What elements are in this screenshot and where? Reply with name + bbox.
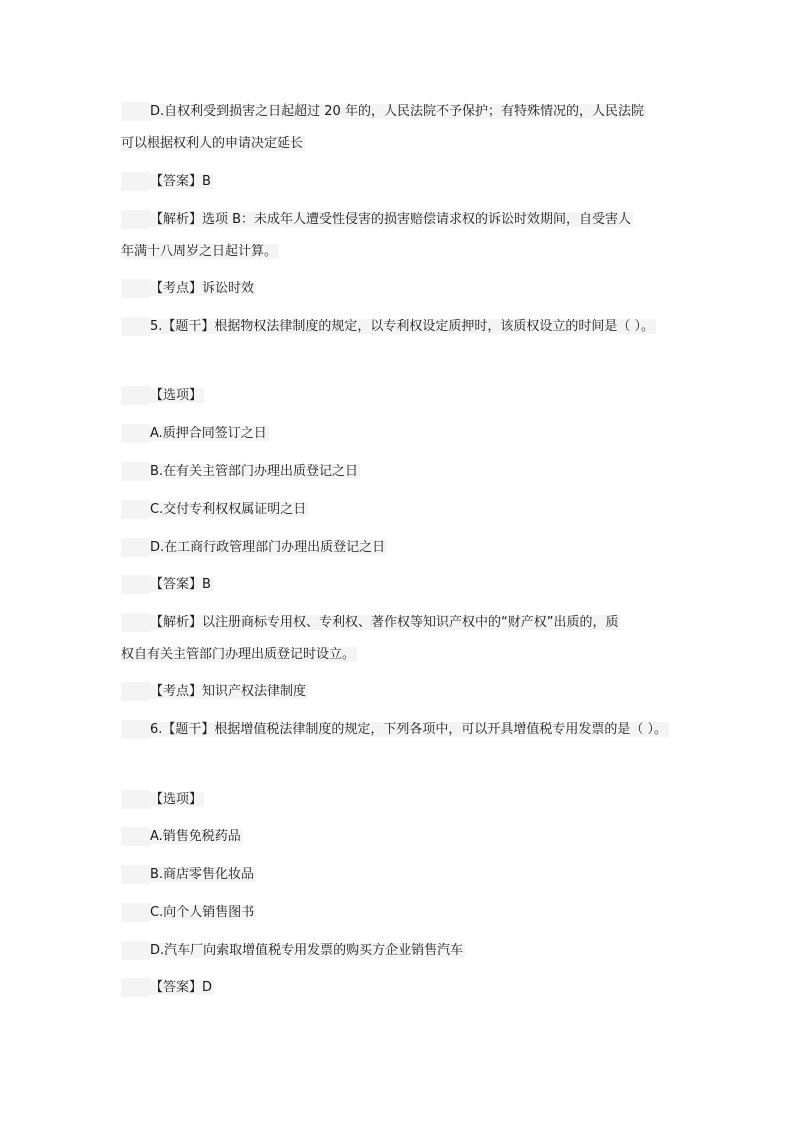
analysis-4-line-1: 【解析】选项 B：未成年人遭受性侵害的损害赔偿请求权的诉讼时效期间，自受害人 [121,210,633,229]
option-d-line-1: D.自权利受到损害之日起超过 20 年的，人民法院不予保护；有特殊情况的，人民法院 [121,102,646,121]
topic-4: 【考点】诉讼时效 [121,279,256,298]
option-6-d: D.汽车厂向索取增值税专用发票的购买方企业销售汽车 [121,941,465,960]
question-6-stem: 6.【题干】根据增值税法律制度的规定，下列各项中，可以开具增值税专用发票的是（ ）。 [121,720,669,739]
options-heading-5: 【选项】 [121,386,204,405]
answer-6: 【答案】D [121,978,214,997]
topic-5: 【考点】知识产权法律制度 [121,682,308,701]
option-5-b: B.在有关主管部门办理出质登记之日 [121,462,360,481]
option-6-a: A.销售免税药品 [121,827,243,846]
analysis-5-line-2: 权自有关主管部门办理出质登记时设立。 [121,647,356,662]
answer-5: 【答案】B [121,575,213,594]
option-d-line-2: 可以根据权利人的申请决定延长 [121,136,304,151]
analysis-5-line-1: 【解析】以注册商标专用权、专利权、著作权等知识产权中的“财产权”出质的，质 [121,613,620,632]
analysis-4-line-2: 年满十八周岁之日起计算。 [121,244,278,259]
options-heading-6: 【选项】 [121,790,204,809]
option-6-c: C.向个人销售图书 [121,903,256,922]
option-6-b: B.商店零售化妆品 [121,865,256,884]
option-5-d: D.在工商行政管理部门办理出质登记之日 [121,538,387,557]
option-5-c: C.交付专利权权属证明之日 [121,500,308,519]
option-5-a: A.质押合同签订之日 [121,424,269,443]
question-5-stem: 5.【题干】根据物权法律制度的规定，以专利权设定质押时，该质权设立的时间是（ ）。 [121,317,656,336]
answer-4: 【答案】B [121,172,213,191]
